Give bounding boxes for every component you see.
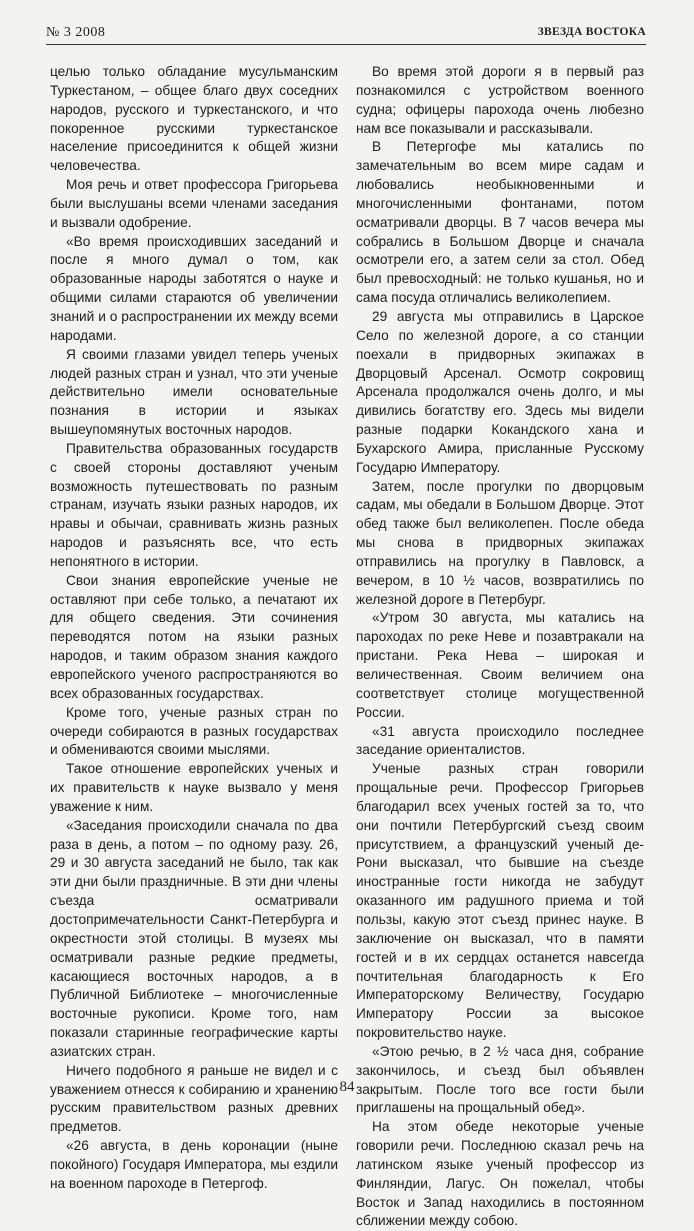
- paragraph: На этом обеде некоторые ученые говорили речи. Последнюю сказал речь на латинском языке ученый профессор из Финляндии, Лагус. Он пожелал, чтобы Восток и Запад находились в постоянном сближении между собою.: [356, 1119, 644, 1229]
- paragraph: «Во время происходивших заседаний и после я много думал о том, как образованные народы заботятся о науке и общими силами стараются об увеличении знаний и о распространении их между всеми народами.: [50, 233, 338, 343]
- paragraph: В Петергофе мы катались по замечательным во всем мире садам и любовались необыкновенными и многочисленными фонтанами, потом осматривали дворцы. В 7 часов вечера мы собрались в Большом Дворце и сначала осмотрели его, а затем сели за стол. Обед был превосходный: не только кушанья, но и сама посуда отличались великолепием.: [356, 139, 644, 306]
- page-number: 84: [339, 1079, 355, 1095]
- paragraph: Я своими глазами увидел теперь ученых людей разных стран и узнал, что эти ученые действительно имели основательные познания в истории и языках вышеупомянутых восточных народов.: [50, 346, 338, 438]
- issue-number: № 3 2008: [46, 25, 106, 40]
- running-header: [46, 24, 646, 45]
- paragraph: Затем, после прогулки по дворцовым садам, мы обедали в Большом Дворце. Этот обед также был великолепен. После обеда мы снова в придворных экипажах отправились на прогулку в Павловск, а вечером, в 10 ½ часов, возвратились по железной дороге в Петербург.: [356, 478, 644, 607]
- text-column-left: [50, 63, 338, 1194]
- paragraph: целью только обладание мусульманским Туркестаном, – общее благо двух соседних народов, русского и туркестанского, и что покоренное русскими туркестанское население присоединится к общей жизни человечества.: [50, 64, 338, 174]
- paragraph: Кроме того, ученые разных стран по очереди собираются в разных государствах и обмениваются своими мыслями.: [50, 704, 338, 758]
- paragraph: «Заседания происходили сначала по два раза в день, а потом – по одному разу. 26, 29 и 30 августа заседаний не было, так как эти дни были праздничные. В эти дни члены съезда осматривали достопримечательности Санкт-Петербурга и окрестности этой столицы. В музеях мы осматривали разные редкие предметы, касающиеся восточных народов, а в Публичной Библиотеке – многочисленные восточные рукописи. Кроме того, нам показали старинные географические карты азиатских стран.: [50, 817, 338, 1059]
- paragraph: «26 августа, в день коронации (ныне покойного) Государя Императора, мы ездили на военном пароходе в Петергоф.: [50, 1138, 338, 1191]
- paragraph: «Этою речью, в 2 ½ часа дня, собрание закончилось, и съезд был объявлен закрытым. После того все гости были приглашены на прощальный обед».: [356, 1043, 644, 1116]
- paragraph: «Утром 30 августа, мы катались на пароходах по реке Неве и позавтракали на пристани. Река Нева – широкая и величественная. Своим величием она соответствует столице могущественной России.: [356, 610, 644, 720]
- paragraph: Свои знания европейские ученые не оставляют при себе только, а печатают их для общего сведения. Эти сочинения переводятся потом на языки разных народов, и таким образом знания каждого европейского ученого распространяются во всех образованных государствах.: [50, 572, 338, 701]
- paragraph: Ученые разных стран говорили прощальные речи. Профессор Григорьев благодарил всех ученых гостей за то, что они почтили Петербургский съезд своим присутствием, а французский ученый де-Рони высказал, что бывшие на съезде иностранные гости никогда не забудут оказанного им радушного приема и той пользы, какую этот съезд принес науке. В заключение он высказал, что в памяти гостей и в их сердцах останется навсегда почтительная благодарность к Его Императорскому Величеству, Государю Императору России за высокое покровительство науке.: [356, 761, 644, 1041]
- paragraph: Во время этой дороги я в первый раз познакомился с устройством военного судна; офицеры парохода очень любезно нам все показывали и рассказывали.: [356, 64, 644, 136]
- text-column-right: [356, 63, 644, 1231]
- paragraph: Такое отношение европейских ученых и их правительств к науке вызвало у меня уважение к ним.: [50, 761, 338, 814]
- paragraph: Моя речь и ответ профессора Григорьева были выслушаны всеми членами заседания и вызвали одобрение.: [50, 177, 338, 230]
- paragraph: 29 августа мы отправились в Царское Село по железной дороге, а со станции поехали в придворных экипажах в Дворцовый Арсенал. Осмотр сокровищ Арсенала продолжался очень долго, и мы дивились богатству его. Здесь мы видели разные подарки Кокандского хана и Бухарского Амира, присланные Русскому Государю Императору.: [356, 308, 644, 475]
- journal-title: ЗВЕЗДА ВОСТОКА: [537, 26, 646, 38]
- paragraph: Ничего подобного я раньше не видел и с уважением отнесся к собиранию и хранению русским правительством разных древних предметов.: [50, 1062, 338, 1135]
- paragraph: Правительства образованных государств с своей стороны доставляют ученым возможность путешествовать по разным странам, изучать языки разных народов, их нравы и обычаи, сравнивать жизнь разных народов и разъяснять все, что есть непонятного в истории.: [50, 440, 338, 569]
- paragraph: «31 августа происходило последнее заседание ориенталистов.: [356, 723, 644, 758]
